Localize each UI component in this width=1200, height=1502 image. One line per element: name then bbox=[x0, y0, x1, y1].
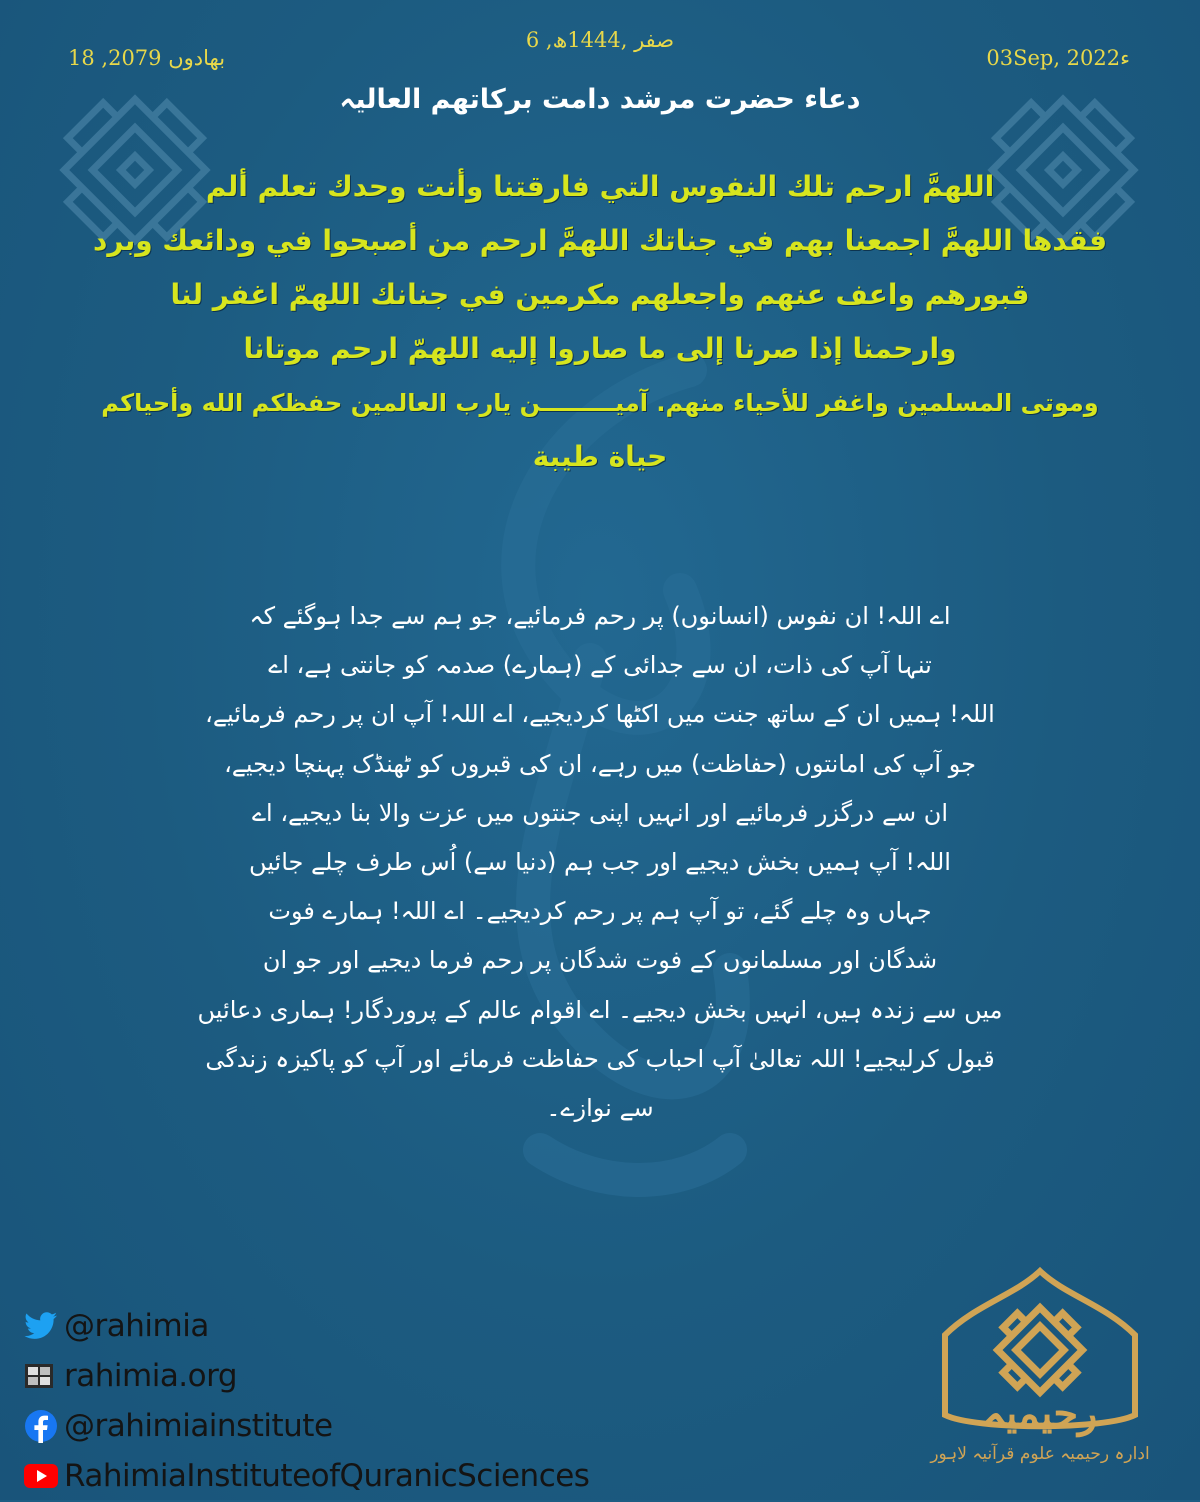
urdu-line: میں سے زندہ ہیں، انہیں بخش دیجیے۔ اے اقوام عالم کے پروردگار! ہماری دعائیں bbox=[197, 995, 1003, 1024]
urdu-line: سے نوازے۔ bbox=[546, 1094, 654, 1123]
facebook-label: @rahimiainstitute bbox=[64, 1408, 333, 1444]
bikrami-date: 18 ,بھادوں 2079 bbox=[68, 46, 226, 70]
arabic-line: اللهمَّ ارحم تلك النفوس التي فارقتنا وأنت وحدك تعلم ألم bbox=[205, 170, 995, 203]
urdu-line: جہاں وہ چلے گئے، تو آپ ہم پر رحم کردیجیے۔ اے اللہ! ہمارے فوت bbox=[268, 897, 932, 926]
arabic-line: وموتى المسلمين واغفر للأحياء منهم. آميـــــــــن يارب العالمين حفظكم الله وأحياكم bbox=[101, 389, 1099, 417]
urdu-line: تنہا آپ کی ذات، ان سے جدائی کے (ہمارے) صدمہ کو جانتی ہے، اے bbox=[268, 651, 932, 680]
youtube-icon bbox=[24, 1460, 60, 1492]
urdu-line: جو آپ کی امانتوں (حفاظت) میں رہے، ان کی قبروں کو ٹھنڈک پہنچا دیجیے، bbox=[224, 749, 976, 778]
arabic-line: حياة طيبة bbox=[532, 440, 668, 473]
social-links bbox=[24, 1302, 589, 1502]
urdu-line: قبول کرلیجیے! اللہ تعالیٰ آپ احباب کی حفاظت فرمائے اور آپ کو پاکیزہ زندگی bbox=[205, 1044, 995, 1073]
arabic-dua bbox=[90, 160, 1110, 484]
gregorian-date: 03Sep, 2022ء bbox=[986, 46, 1130, 70]
twitter-label: @rahimia bbox=[64, 1308, 209, 1344]
web-icon bbox=[24, 1360, 60, 1392]
twitter-link[interactable] bbox=[24, 1302, 589, 1350]
facebook-icon bbox=[24, 1410, 60, 1442]
logo-name: رحیمیہ bbox=[982, 1390, 1098, 1437]
page-title: دعاء حضرت مرشد دامت برکاتھم العالیہ bbox=[339, 84, 861, 115]
urdu-line: ان سے درگزر فرمائیے اور انہیں اپنی جنتوں میں عزت والا بنا دیجیے، اے bbox=[251, 798, 949, 827]
facebook-link[interactable] bbox=[24, 1402, 589, 1450]
urdu-line: شدگان اور مسلمانوں کے فوت شدگان پر رحم فرما دیجیے اور جو ان bbox=[262, 946, 938, 975]
hijri-date: 6 ,صفر ,1444ھ bbox=[525, 28, 675, 52]
youtube-link[interactable] bbox=[24, 1452, 589, 1500]
arabic-line: وارحمنا إذا صرنا إلى ما صاروا إليه اللهمّ ارحم موتانا bbox=[243, 332, 957, 365]
urdu-line: اللہ! آپ ہمیں بخش دیجیے اور جب ہم (دنیا سے) اُس طرف چلے جائیں bbox=[249, 848, 951, 877]
arabic-line: قبورهم واعف عنهم واجعلهم مكرمين في جنانك اللهمّ اغفر لنا bbox=[170, 278, 1030, 311]
urdu-line: اللہ! ہمیں ان کے ساتھ جنت میں اکٹھا کردیجیے، اے اللہ! آپ ان پر رحم فرمائیے، bbox=[205, 700, 995, 729]
youtube-label: RahimiaInstituteofQuranicSciences bbox=[64, 1458, 590, 1494]
twitter-icon bbox=[24, 1310, 60, 1342]
urdu-line: اے اللہ! ان نفوس (انسانوں) پر رحم فرمائیے، جو ہم سے جدا ہوگئے کہ bbox=[249, 602, 951, 630]
rahimia-logo bbox=[915, 1265, 1165, 1490]
website-link[interactable] bbox=[24, 1352, 589, 1400]
arabic-line: فقدها اللهمَّ اجمعنا بهم في جناتك اللهمَّ ارحم من أصبحوا في ودائعك وبرد bbox=[92, 224, 1108, 257]
urdu-translation bbox=[160, 592, 1040, 1133]
website-label: rahimia.org bbox=[64, 1358, 238, 1394]
logo-subtitle: ادارہ رحیمیہ علوم قرآنیہ لاہور bbox=[930, 1444, 1150, 1464]
